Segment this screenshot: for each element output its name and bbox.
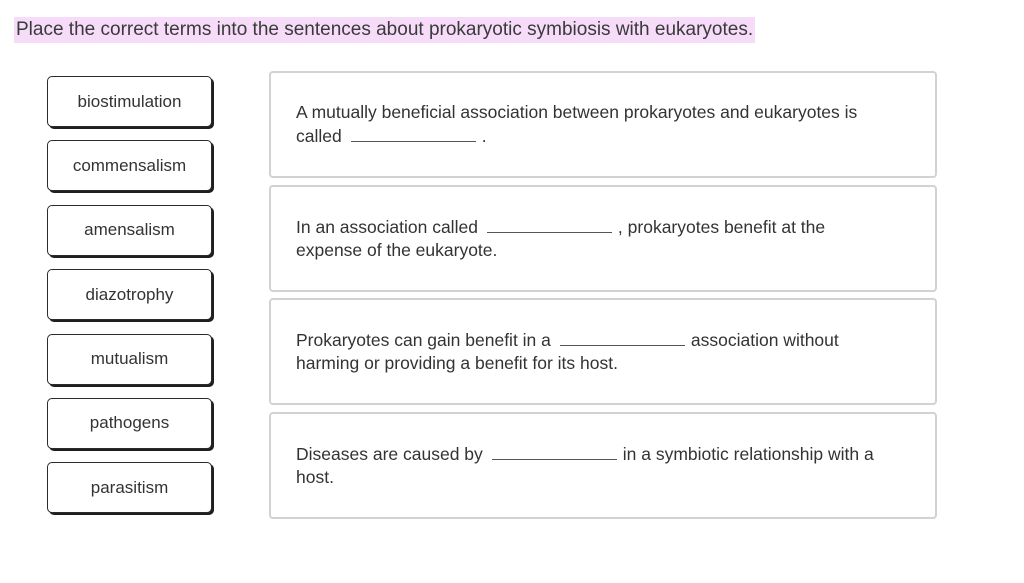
term-label: parasitism <box>90 477 169 497</box>
sentence-text <box>296 101 879 148</box>
drop-blank-2[interactable] <box>487 215 612 233</box>
sentence-list <box>269 71 937 525</box>
sentence-box-1 <box>269 71 937 178</box>
sentence-before: Prokaryotes can gain benefit in a <box>296 330 551 350</box>
term-card-mutualism[interactable] <box>47 334 212 385</box>
sentence-before: A mutually beneficial association between prokaryotes and eukaryotes is called <box>296 102 858 146</box>
sentence-text <box>296 328 879 375</box>
sentence-text <box>296 215 879 262</box>
term-label: diazotrophy <box>85 284 174 304</box>
term-card-amensalism[interactable] <box>47 205 212 256</box>
term-card-parasitism[interactable] <box>47 462 212 513</box>
sentence-before: Diseases are caused by <box>296 443 483 464</box>
sentence-before: In an association called <box>296 216 478 237</box>
term-card-pathogens[interactable] <box>47 398 212 449</box>
sentence-after: . <box>481 126 487 146</box>
term-bank <box>47 76 213 527</box>
term-label: mutualism <box>90 349 169 369</box>
sentence-box-4 <box>269 412 937 519</box>
sentence-text <box>296 442 879 489</box>
term-label: pathogens <box>89 413 170 433</box>
term-label: commensalism <box>72 155 187 175</box>
sentence-box-2 <box>269 185 937 292</box>
instruction-text: Place the correct terms into the sentences about prokaryotic symbiosis with eukaryotes. <box>14 17 755 43</box>
term-card-diazotrophy[interactable] <box>47 269 212 320</box>
sentence-after: in a symbiotic relationship with a host. <box>296 443 874 487</box>
term-label: amensalism <box>84 220 175 240</box>
term-label: biostimulation <box>77 91 182 111</box>
drop-blank-1[interactable] <box>351 124 476 142</box>
drop-blank-3[interactable] <box>560 328 685 346</box>
drop-blank-4[interactable] <box>492 442 617 460</box>
sentence-after: , prokaryotes benefit at the expense of the eukaryote. <box>296 216 826 260</box>
sentence-after: association without harming or providing a benefit for its host. <box>296 330 839 373</box>
sentence-box-3 <box>269 298 937 405</box>
term-card-commensalism[interactable] <box>47 140 212 191</box>
term-card-biostimulation[interactable] <box>47 76 212 127</box>
